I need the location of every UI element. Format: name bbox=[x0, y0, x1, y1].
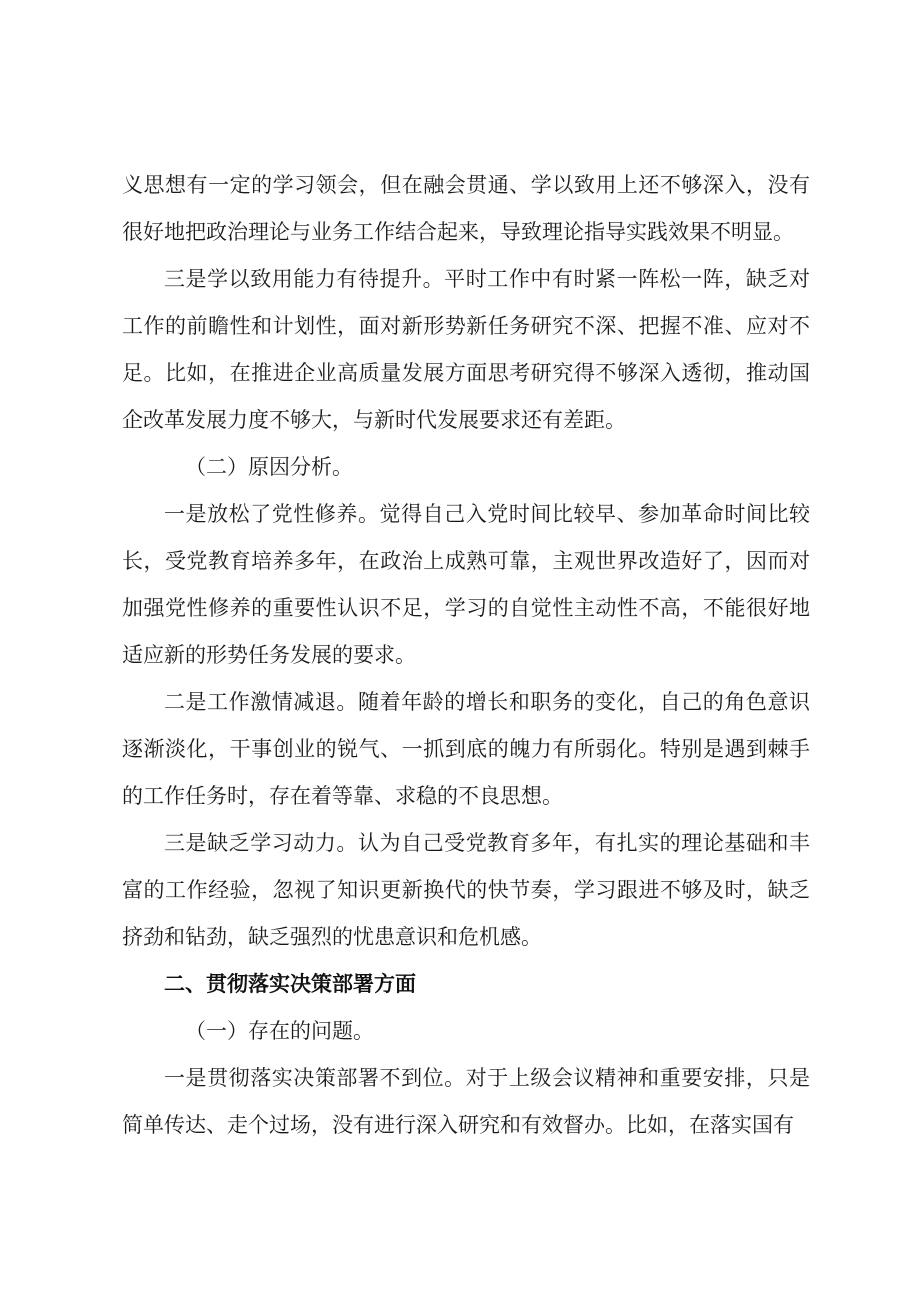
subheading-existing-problems: （一）存在的问题。 bbox=[185, 1019, 374, 1043]
subheading-cause-analysis: （二）原因分析。 bbox=[185, 455, 353, 479]
paragraph-cause-two: 二是工作激情减退。随着年龄的增长和职务的变化，自己的角色意识逐渐淡化，干事创业的锐气、一抓到底的魄力有所弱化。特别是遇到棘手的工作任务时，存在着等靠、求稳的不良思想。 bbox=[122, 690, 810, 808]
paragraph-cause-three: 三是缺乏学习动力。认为自己受党教育多年，有扎实的理论基础和丰富的工作经验，忽视了知识更新换代的快节奏，学习跟进不够及时，缺乏挤劲和钻劲，缺乏强烈的忧患意识和危机感。 bbox=[122, 831, 810, 949]
document-body bbox=[122, 162, 810, 1149]
paragraph-problem-one: 一是贯彻落实决策部署不到位。对于上级会议精神和重要安排，只是简单传达、走个过场，没有进行深入研究和有效督办。比如，在落实国有 bbox=[122, 1066, 810, 1137]
section-heading-two: 二、贯彻落实决策部署方面 bbox=[164, 972, 416, 996]
paragraph-point-three: 三是学以致用能力有待提升。平时工作中有时紧一阵松一阵，缺乏对工作的前瞻性和计划性，面对新形势新任务研究不深、把握不准、应对不足。比如，在推进企业高质量发展方面思考研究得不够深入透彻，推动国企改革发展力度不够大，与新时代发展要求还有差距。 bbox=[122, 267, 810, 432]
paragraph-continuation: 义思想有一定的学习领会，但在融会贯通、学以致用上还不够深入，没有很好地把政治理论与业务工作结合起来，导致理论指导实践效果不明显。 bbox=[122, 173, 810, 244]
paragraph-cause-one: 一是放松了党性修养。觉得自己入党时间比较早、参加革命时间比较长，受党教育培养多年，在政治上成熟可靠，主观世界改造好了，因而对加强党性修养的重要性认识不足，学习的自觉性主动性不高，不能很好地适应新的形势任务发展的要求。 bbox=[122, 502, 810, 667]
